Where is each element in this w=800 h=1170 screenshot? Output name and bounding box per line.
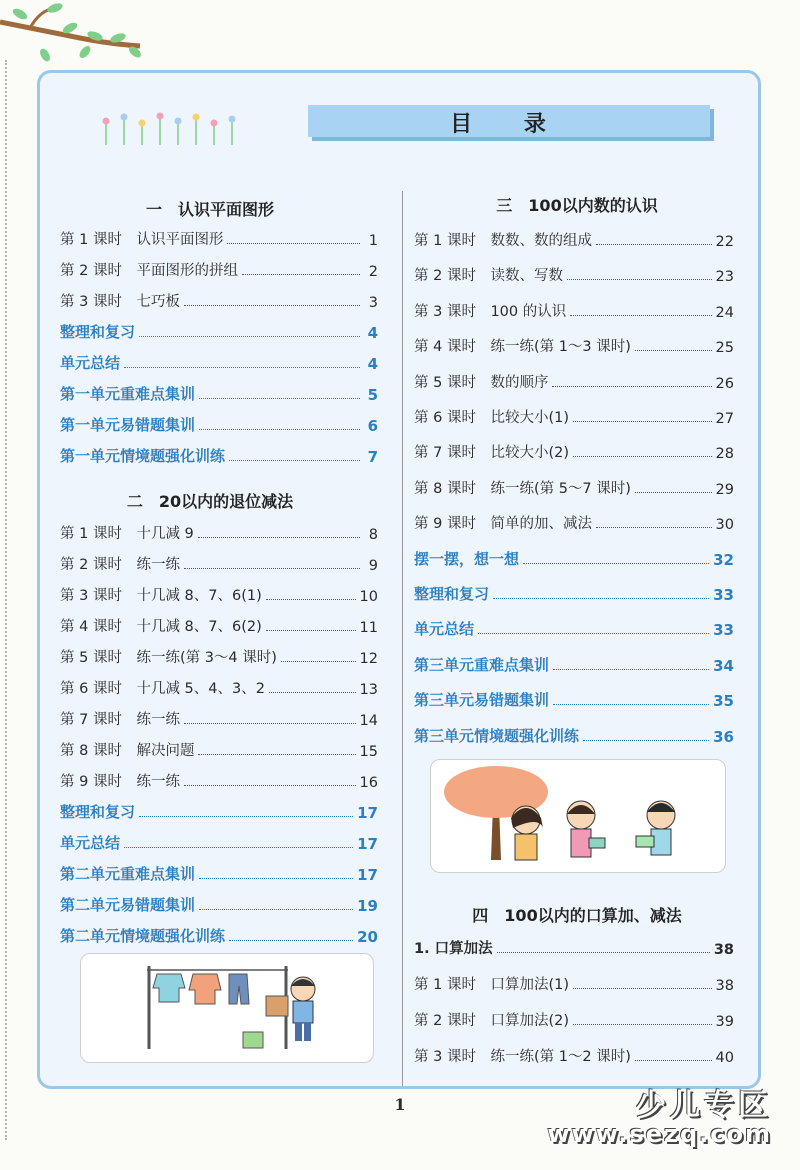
dot-leader (198, 754, 355, 755)
dot-leader (596, 527, 712, 528)
toc-entry (414, 686, 734, 710)
toc-entry (414, 934, 734, 958)
toc-entry (60, 767, 378, 791)
flowers-decoration (98, 111, 248, 147)
toc-entry (414, 403, 734, 427)
dot-leader (635, 1060, 712, 1061)
toc-entry (414, 722, 734, 746)
section-title-2: 二 20以内的退位减法 (126, 492, 294, 511)
dot-leader (552, 386, 711, 387)
toc-entry-page: 27 (715, 411, 734, 427)
dot-leader (139, 336, 360, 337)
laundry-illustration (80, 953, 374, 1063)
toc-entry-page: 35 (713, 692, 734, 711)
toc-entry-label: 第 3 课时 练一练(第 1～2 课时) (414, 1049, 631, 1065)
toc-entry (414, 474, 734, 498)
toc-entry-page: 29 (715, 481, 734, 498)
dot-leader (573, 456, 712, 457)
dot-leader (567, 279, 712, 280)
toc-entry-page: 4 (367, 355, 378, 373)
toc-entry (60, 736, 378, 760)
toc-entry (60, 287, 378, 311)
dot-leader (198, 537, 360, 538)
toc-entry-label: 整理和复习 (414, 585, 490, 603)
dot-leader (124, 847, 353, 848)
toc-entry-page: 20 (357, 928, 378, 946)
toc-entry-page: 22 (715, 234, 734, 250)
toc-entry-page: 4 (367, 324, 378, 342)
toc-entry-label: 第一单元重难点集训 (60, 385, 196, 403)
toc-entry-page: 10 (359, 589, 378, 605)
dot-leader (242, 274, 360, 275)
dot-leader (573, 421, 712, 422)
toc-entry-label: 整理和复习 (60, 323, 136, 341)
dot-leader (497, 952, 710, 953)
toc-entry-page: 36 (713, 727, 734, 746)
children-picture (431, 760, 725, 872)
dot-leader (229, 460, 360, 461)
toc-entry (60, 256, 378, 280)
toc-entry-label: 第 9 课时 简单的加、减法 (414, 516, 592, 533)
toc-entry (414, 615, 734, 639)
toc-entry-page: 13 (359, 682, 378, 698)
toc-entry (414, 970, 734, 994)
toc-entry-label: 单元总结 (60, 834, 121, 852)
toc-entry-label: 第 3 课时 十几减 8、7、6(1) (60, 588, 262, 604)
toc-entry (414, 261, 734, 285)
toc-entry-label: 第 5 课时 数的顺序 (414, 374, 549, 391)
toc-entry (60, 550, 378, 574)
dot-leader (573, 1024, 712, 1025)
toc-entry (414, 509, 734, 533)
toc-entry-label: 第 9 课时 练一练 (60, 774, 180, 790)
toc-entry (60, 349, 378, 373)
toc-entry-page: 40 (715, 1050, 734, 1066)
toc-entry (414, 1042, 734, 1066)
toc-entry (414, 1006, 734, 1030)
dot-leader (553, 669, 709, 670)
toc-entry (414, 545, 734, 569)
dot-leader (227, 243, 360, 244)
toc-entry (414, 368, 734, 392)
dot-leader (573, 988, 712, 989)
toc-entry-page: 23 (715, 269, 734, 286)
toc-entry (60, 612, 378, 636)
dot-leader (553, 704, 709, 705)
toc-entry (60, 829, 378, 853)
binding-dots (5, 60, 10, 1140)
toc-entry-label: 第三单元重难点集训 (414, 655, 550, 674)
toc-entry-label: 第 2 课时 练一练 (60, 557, 180, 573)
toc-entry (60, 643, 378, 667)
toc-entry-page: 26 (715, 375, 734, 392)
toc-entry-page: 33 (713, 586, 734, 604)
toc-entry-label: 第 8 课时 解决问题 (60, 743, 195, 759)
dot-leader (583, 740, 709, 741)
dot-leader (596, 244, 712, 245)
dot-leader (570, 315, 711, 316)
toc-entry-page: 5 (367, 386, 378, 404)
dot-leader (199, 429, 360, 430)
toc-entry-label: 第 1 课时 口算加法(1) (414, 977, 569, 993)
section-title-1: 一 认识平面图形 (145, 200, 274, 219)
dot-leader (199, 398, 360, 399)
dot-leader (269, 692, 356, 693)
dot-leader (493, 598, 709, 599)
toc-entry (60, 860, 378, 884)
dot-leader (199, 909, 353, 910)
toc-entry-page: 6 (367, 417, 378, 435)
toc-entry (60, 674, 378, 698)
dot-leader (266, 630, 356, 631)
toc-entry-label: 第 8 课时 练一练(第 5～7 课时) (414, 480, 631, 497)
toc-entry-label: 第 1 课时 数数、数的组成 (414, 233, 592, 249)
toc-entry-page: 17 (357, 835, 378, 853)
laundry-picture (81, 954, 373, 1062)
toc-entry-page: 39 (715, 1014, 734, 1030)
dot-leader (139, 816, 353, 817)
toc-entry-page: 24 (715, 304, 734, 321)
toc-entry-label: 第一单元情境题强化训练 (60, 447, 226, 465)
toc-entry (414, 297, 734, 321)
toc-entry-page: 17 (357, 866, 378, 884)
toc-entry (60, 798, 378, 822)
toc-entry-page: 38 (713, 942, 734, 958)
toc-entry (60, 225, 378, 249)
dot-leader (124, 367, 360, 368)
toc-entry-label: 第 2 课时 平面图形的拼组 (60, 263, 238, 279)
toc-entry-label: 第 4 课时 十几减 8、7、6(2) (60, 619, 262, 635)
toc-entry-page: 30 (715, 517, 734, 534)
toc-entry-label: 1. 口算加法 (414, 941, 493, 957)
toc-entry-page: 11 (359, 620, 378, 636)
dot-leader (635, 492, 712, 493)
toc-entry-label: 第 6 课时 比较大小(1) (414, 410, 569, 426)
toc-panel (37, 70, 761, 1089)
toc-entry (60, 442, 378, 466)
toc-entry-label: 单元总结 (60, 354, 121, 372)
toc-entry-label: 第二单元情境题强化训练 (60, 927, 226, 945)
toc-entry-label: 第二单元易错题集训 (60, 896, 196, 914)
toc-entry-page: 1 (368, 233, 378, 249)
section-title-3: 三 100以内数的认识 (496, 196, 658, 215)
dot-leader (184, 568, 360, 569)
dot-leader (281, 661, 356, 662)
dot-leader (229, 940, 353, 941)
toc-entry-page: 12 (359, 651, 378, 667)
toc-entry (60, 922, 378, 946)
toc-entry (414, 438, 734, 462)
toc-entry-label: 第 5 课时 练一练(第 3～4 课时) (60, 650, 277, 666)
toc-entry-label: 第 7 课时 练一练 (60, 712, 180, 728)
column-divider (402, 191, 403, 1086)
page-title: 目 录 (450, 112, 568, 137)
toc-entry-page: 19 (357, 897, 378, 915)
toc-entry (60, 581, 378, 605)
toc-entry-label: 第二单元重难点集训 (60, 865, 196, 883)
dot-leader (184, 723, 356, 724)
toc-entry-page: 2 (368, 264, 378, 280)
toc-entry (60, 519, 378, 543)
toc-entry-label: 第 1 课时 十几减 9 (60, 526, 194, 542)
toc-entry-page: 33 (713, 621, 734, 640)
toc-entry-page: 7 (367, 448, 378, 466)
toc-entry-label: 单元总结 (414, 620, 475, 639)
toc-entry (414, 580, 734, 604)
toc-entry-page: 17 (357, 804, 378, 822)
toc-entry (414, 332, 734, 356)
toc-entry-label: 整理和复习 (60, 803, 136, 821)
toc-entry (60, 318, 378, 342)
toc-entry-page: 8 (368, 527, 378, 543)
toc-entry-page: 28 (715, 446, 734, 463)
toc-entry-page: 32 (713, 550, 734, 569)
toc-entry (414, 651, 734, 675)
toc-entry-label: 第三单元情境题强化训练 (414, 726, 580, 745)
toc-entry-page: 16 (359, 775, 378, 791)
toc-entry-label: 第一单元易错题集训 (60, 416, 196, 434)
toc-entry-label: 第 3 课时 100 的认识 (414, 303, 567, 320)
toc-entry-page: 3 (368, 295, 378, 311)
dot-leader (199, 878, 353, 879)
toc-entry-label: 第 4 课时 练一练(第 1～3 课时) (414, 339, 631, 356)
toc-entry-label: 第 1 课时 认识平面图形 (60, 232, 224, 248)
branch-decoration (0, 0, 150, 80)
toc-entry-label: 第 2 课时 口算加法(2) (414, 1013, 569, 1029)
dot-leader (184, 305, 360, 306)
toc-entry (414, 226, 734, 250)
toc-title-bar (308, 105, 710, 137)
toc-entry-label: 第 2 课时 读数、写数 (414, 268, 563, 285)
toc-entry-page: 25 (715, 340, 734, 357)
dot-leader (523, 563, 709, 564)
toc-entry-label: 摆一摆，想一想 (414, 549, 520, 568)
toc-entry-page: 34 (713, 656, 734, 675)
toc-entry (60, 411, 378, 435)
watermark-url: www.sezq.com (547, 1120, 772, 1148)
toc-entry-label: 第三单元易错题集训 (414, 691, 550, 710)
dot-leader (635, 350, 712, 351)
toc-entry-page: 38 (715, 978, 734, 994)
dot-leader (184, 785, 356, 786)
toc-entry (60, 705, 378, 729)
toc-entry-label: 第 3 课时 七巧板 (60, 294, 180, 310)
page-number: 1 (394, 1095, 406, 1114)
dot-leader (266, 599, 356, 600)
toc-entry-page: 9 (368, 558, 378, 574)
toc-entry-page: 15 (359, 744, 378, 760)
watermark-title: 少儿专区 (636, 1088, 772, 1123)
toc-entry (60, 891, 378, 915)
toc-entry-label: 第 7 课时 比较大小(2) (414, 445, 569, 462)
section-title-4: 四 100以内的口算加、减法 (472, 906, 682, 925)
toc-entry-label: 第 6 课时 十几减 5、4、3、2 (60, 681, 265, 697)
toc-entry-page: 14 (359, 713, 378, 729)
dot-leader (478, 633, 709, 634)
children-illustration (430, 759, 726, 873)
toc-entry (60, 380, 378, 404)
